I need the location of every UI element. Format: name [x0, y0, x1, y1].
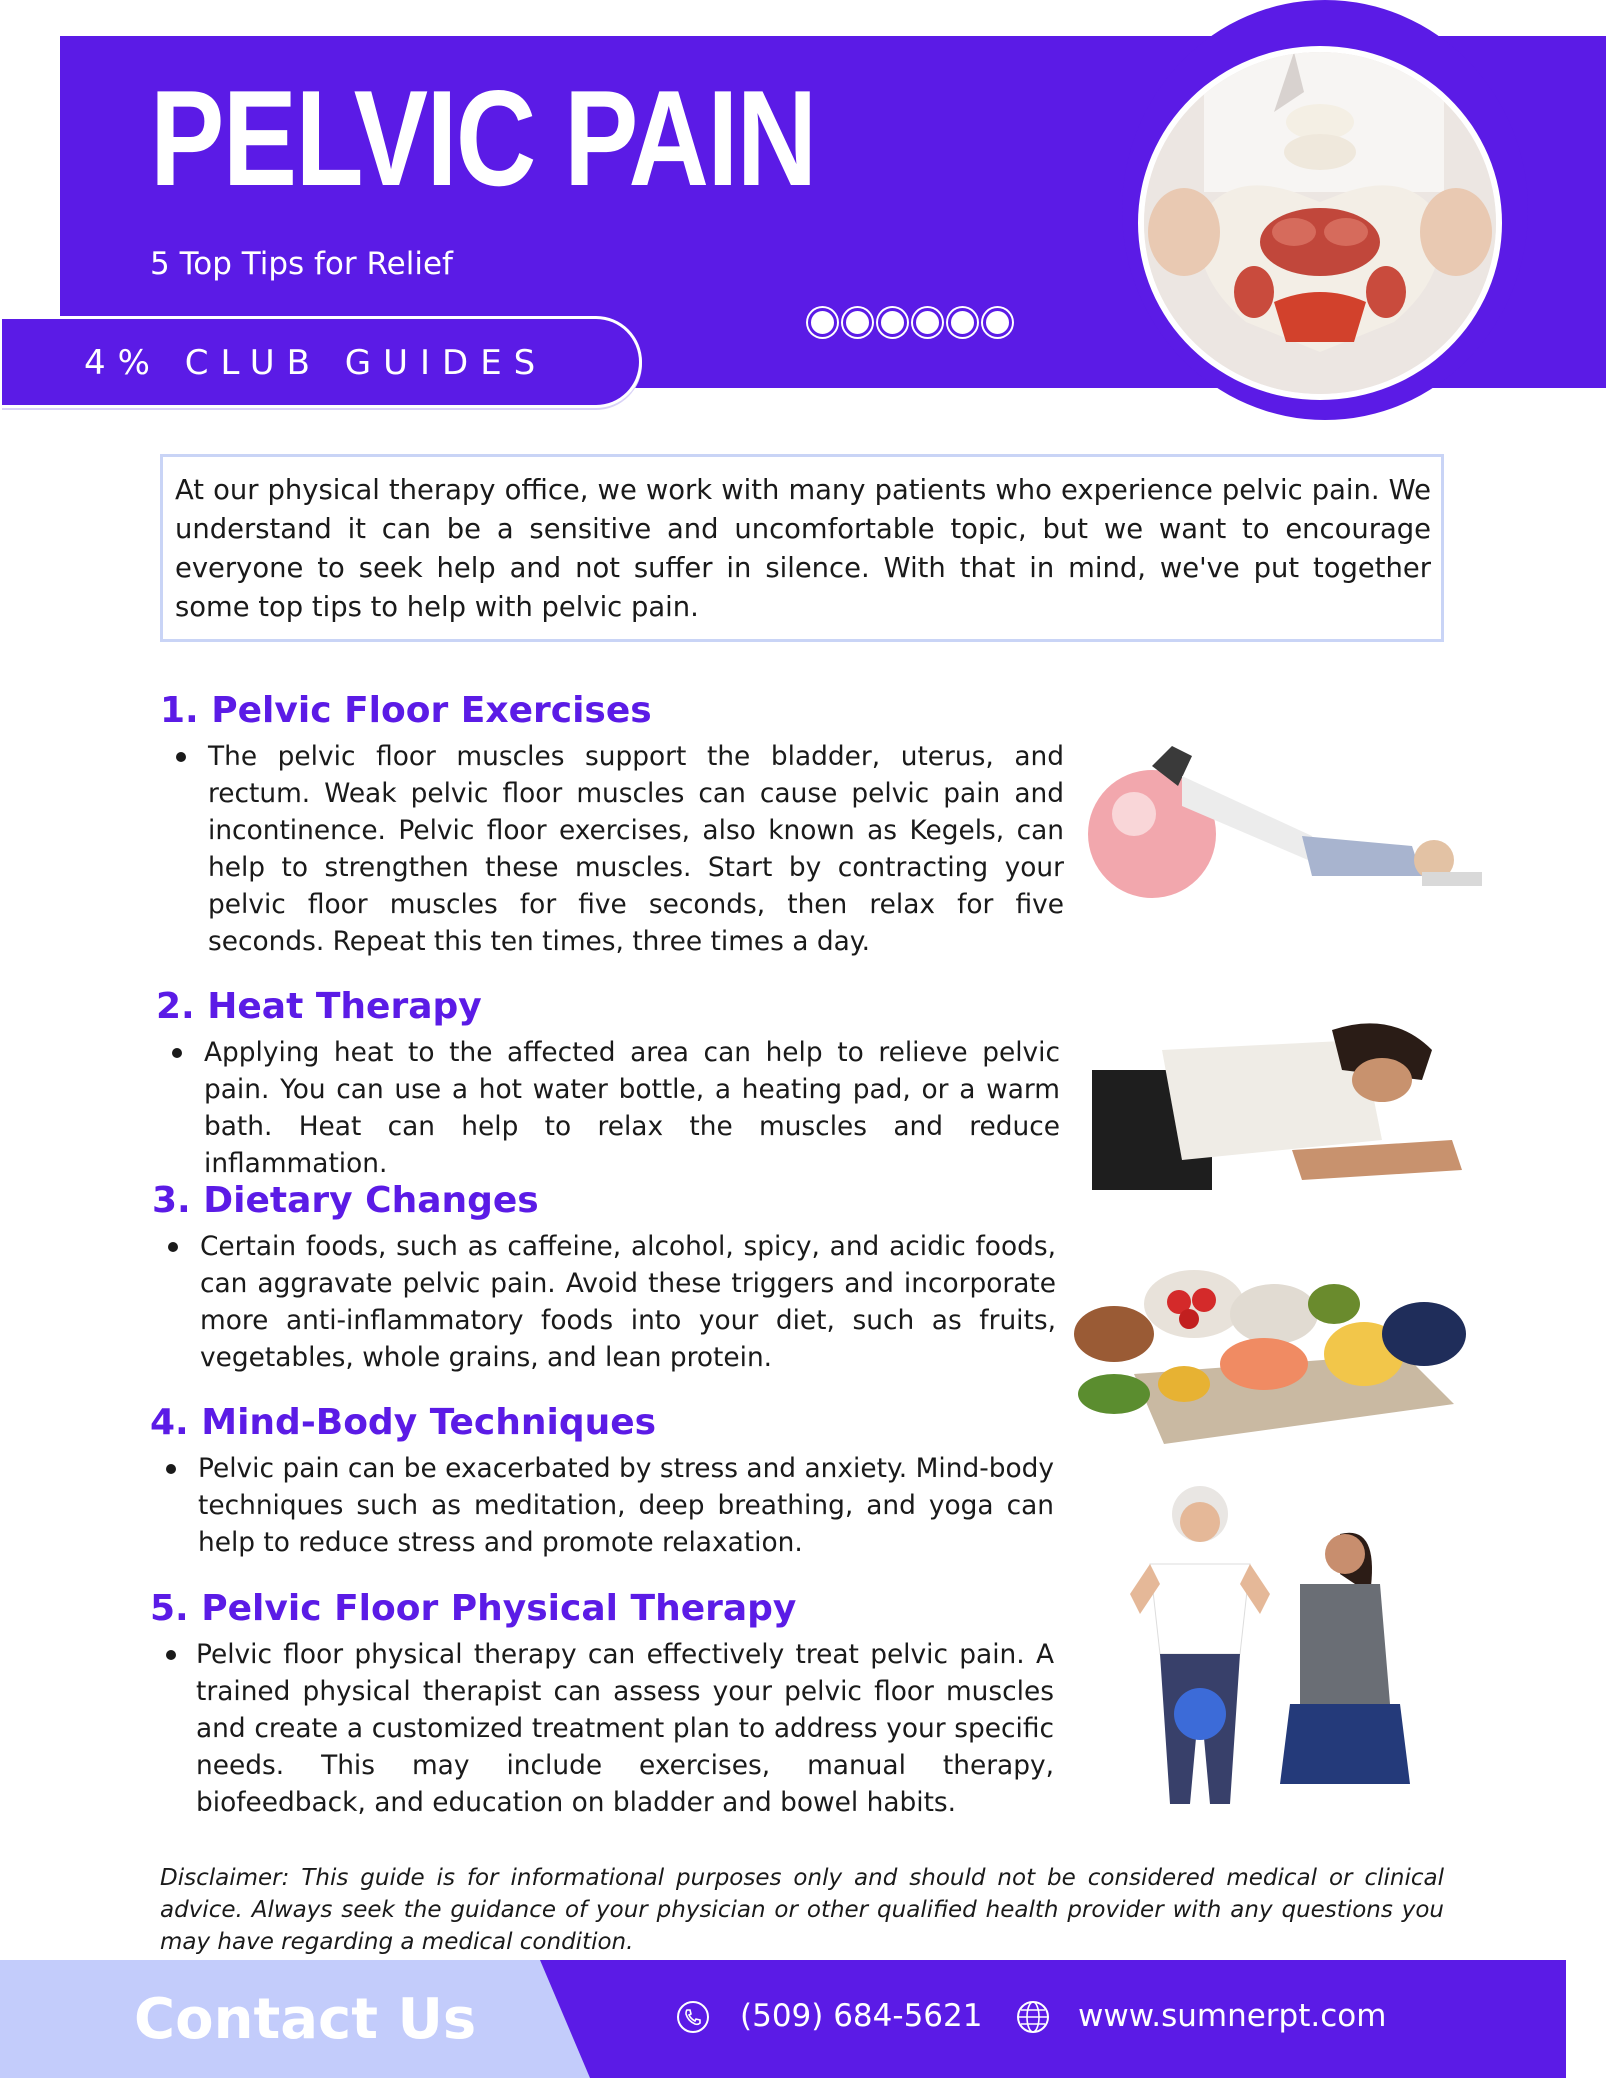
- club-guides-label: 4% CLUB GUIDES: [84, 343, 548, 383]
- heat-therapy-photo: [1092, 1010, 1472, 1190]
- decorative-dot: [983, 308, 1012, 337]
- globe-icon: [1016, 2000, 1050, 2034]
- tip-title: 1. Pelvic Floor Exercises: [160, 690, 652, 731]
- bullet-icon: [172, 1048, 182, 1058]
- decorative-dots: [808, 308, 1012, 337]
- tip-title: 5. Pelvic Floor Physical Therapy: [150, 1588, 797, 1629]
- disclaimer-text: Disclaimer: This guide is for informational purposes only and should not be considered medical or clinical advice. Always seek the guidance of your physician or other qualified health provider with any questions you may have regarding a medical condition.: [160, 1865, 1444, 1955]
- bullet-icon: [168, 1242, 178, 1252]
- page-title: PELVIC PAIN: [150, 62, 816, 214]
- tip-body: Applying heat to the affected area can help to relieve pelvic pain. You can use a hot water bottle, a heating pad, or a warm bath. Heat can help to relax the muscles and reduce inflammation.: [204, 1037, 1060, 1179]
- tip-title: 4. Mind-Body Techniques: [150, 1402, 657, 1443]
- tip-body: The pelvic floor muscles support the bladder, uterus, and rectum. Weak pelvic floor muscles can cause pelvic pain and incontinence. Pelvic floor exercises, also known as Kegels, can help to strengthen these muscles. Start by contracting your pelvic floor muscles for five seconds, then relax for five seconds. Repeat this ten times, three times a day.: [208, 741, 1064, 957]
- club-guides-badge: [2, 316, 642, 408]
- pelvis-model-photo: [1138, 46, 1502, 400]
- intro-text: At our physical therapy office, we work with many patients who experience pelvic pain. We understand it can be a sensitive and uncomfortable topic, but we want to encourage everyone to seek help and not suffer in silence. With that in mind, we've put together some top tips to help with pelvic pain.: [160, 454, 1444, 642]
- bullet-icon: [166, 1464, 176, 1474]
- tip-body: Pelvic floor physical therapy can effectively treat pelvic pain. A trained physical therapist can assess your pelvic floor muscles and create a customized treatment plan to address your specific needs. This may include exercises, manual therapy, biofeedback, and education on bladder and bowel habits.: [196, 1639, 1054, 1818]
- tip-title: 2. Heat Therapy: [156, 986, 482, 1027]
- decorative-dot: [843, 308, 872, 337]
- page-subtitle: 5 Top Tips for Relief: [150, 246, 453, 282]
- decorative-dot: [808, 308, 837, 337]
- decorative-dot: [948, 308, 977, 337]
- website-link[interactable]: www.sumnerpt.com: [1078, 1998, 1387, 2034]
- phone-icon: [676, 2000, 710, 2034]
- bullet-icon: [166, 1650, 176, 1660]
- tip-body: Certain foods, such as caffeine, alcohol, spicy, and acidic foods, can aggravate pelvic pain. Avoid these triggers and incorporate more anti-inflammatory foods into your diet, such as fruits, vegetables, whole grains, and lean protein.: [200, 1231, 1056, 1373]
- bullet-icon: [176, 752, 186, 762]
- physical-therapy-session-photo: [1110, 1484, 1430, 1824]
- phone-number-link[interactable]: (509) 684-5621: [740, 1998, 983, 2034]
- contact-us-heading: Contact Us: [134, 1987, 477, 2052]
- decorative-dot: [878, 308, 907, 337]
- decorative-dot: [913, 308, 942, 337]
- tip-title: 3. Dietary Changes: [152, 1180, 539, 1221]
- tip-body: Pelvic pain can be exacerbated by stress and anxiety. Mind-body techniques such as meditation, deep breathing, and yoga can help to reduce stress and promote relaxation.: [198, 1453, 1054, 1558]
- anti-inflammatory-food-photo: [1074, 1264, 1474, 1450]
- pelvic-floor-exercise-photo: [1082, 726, 1492, 906]
